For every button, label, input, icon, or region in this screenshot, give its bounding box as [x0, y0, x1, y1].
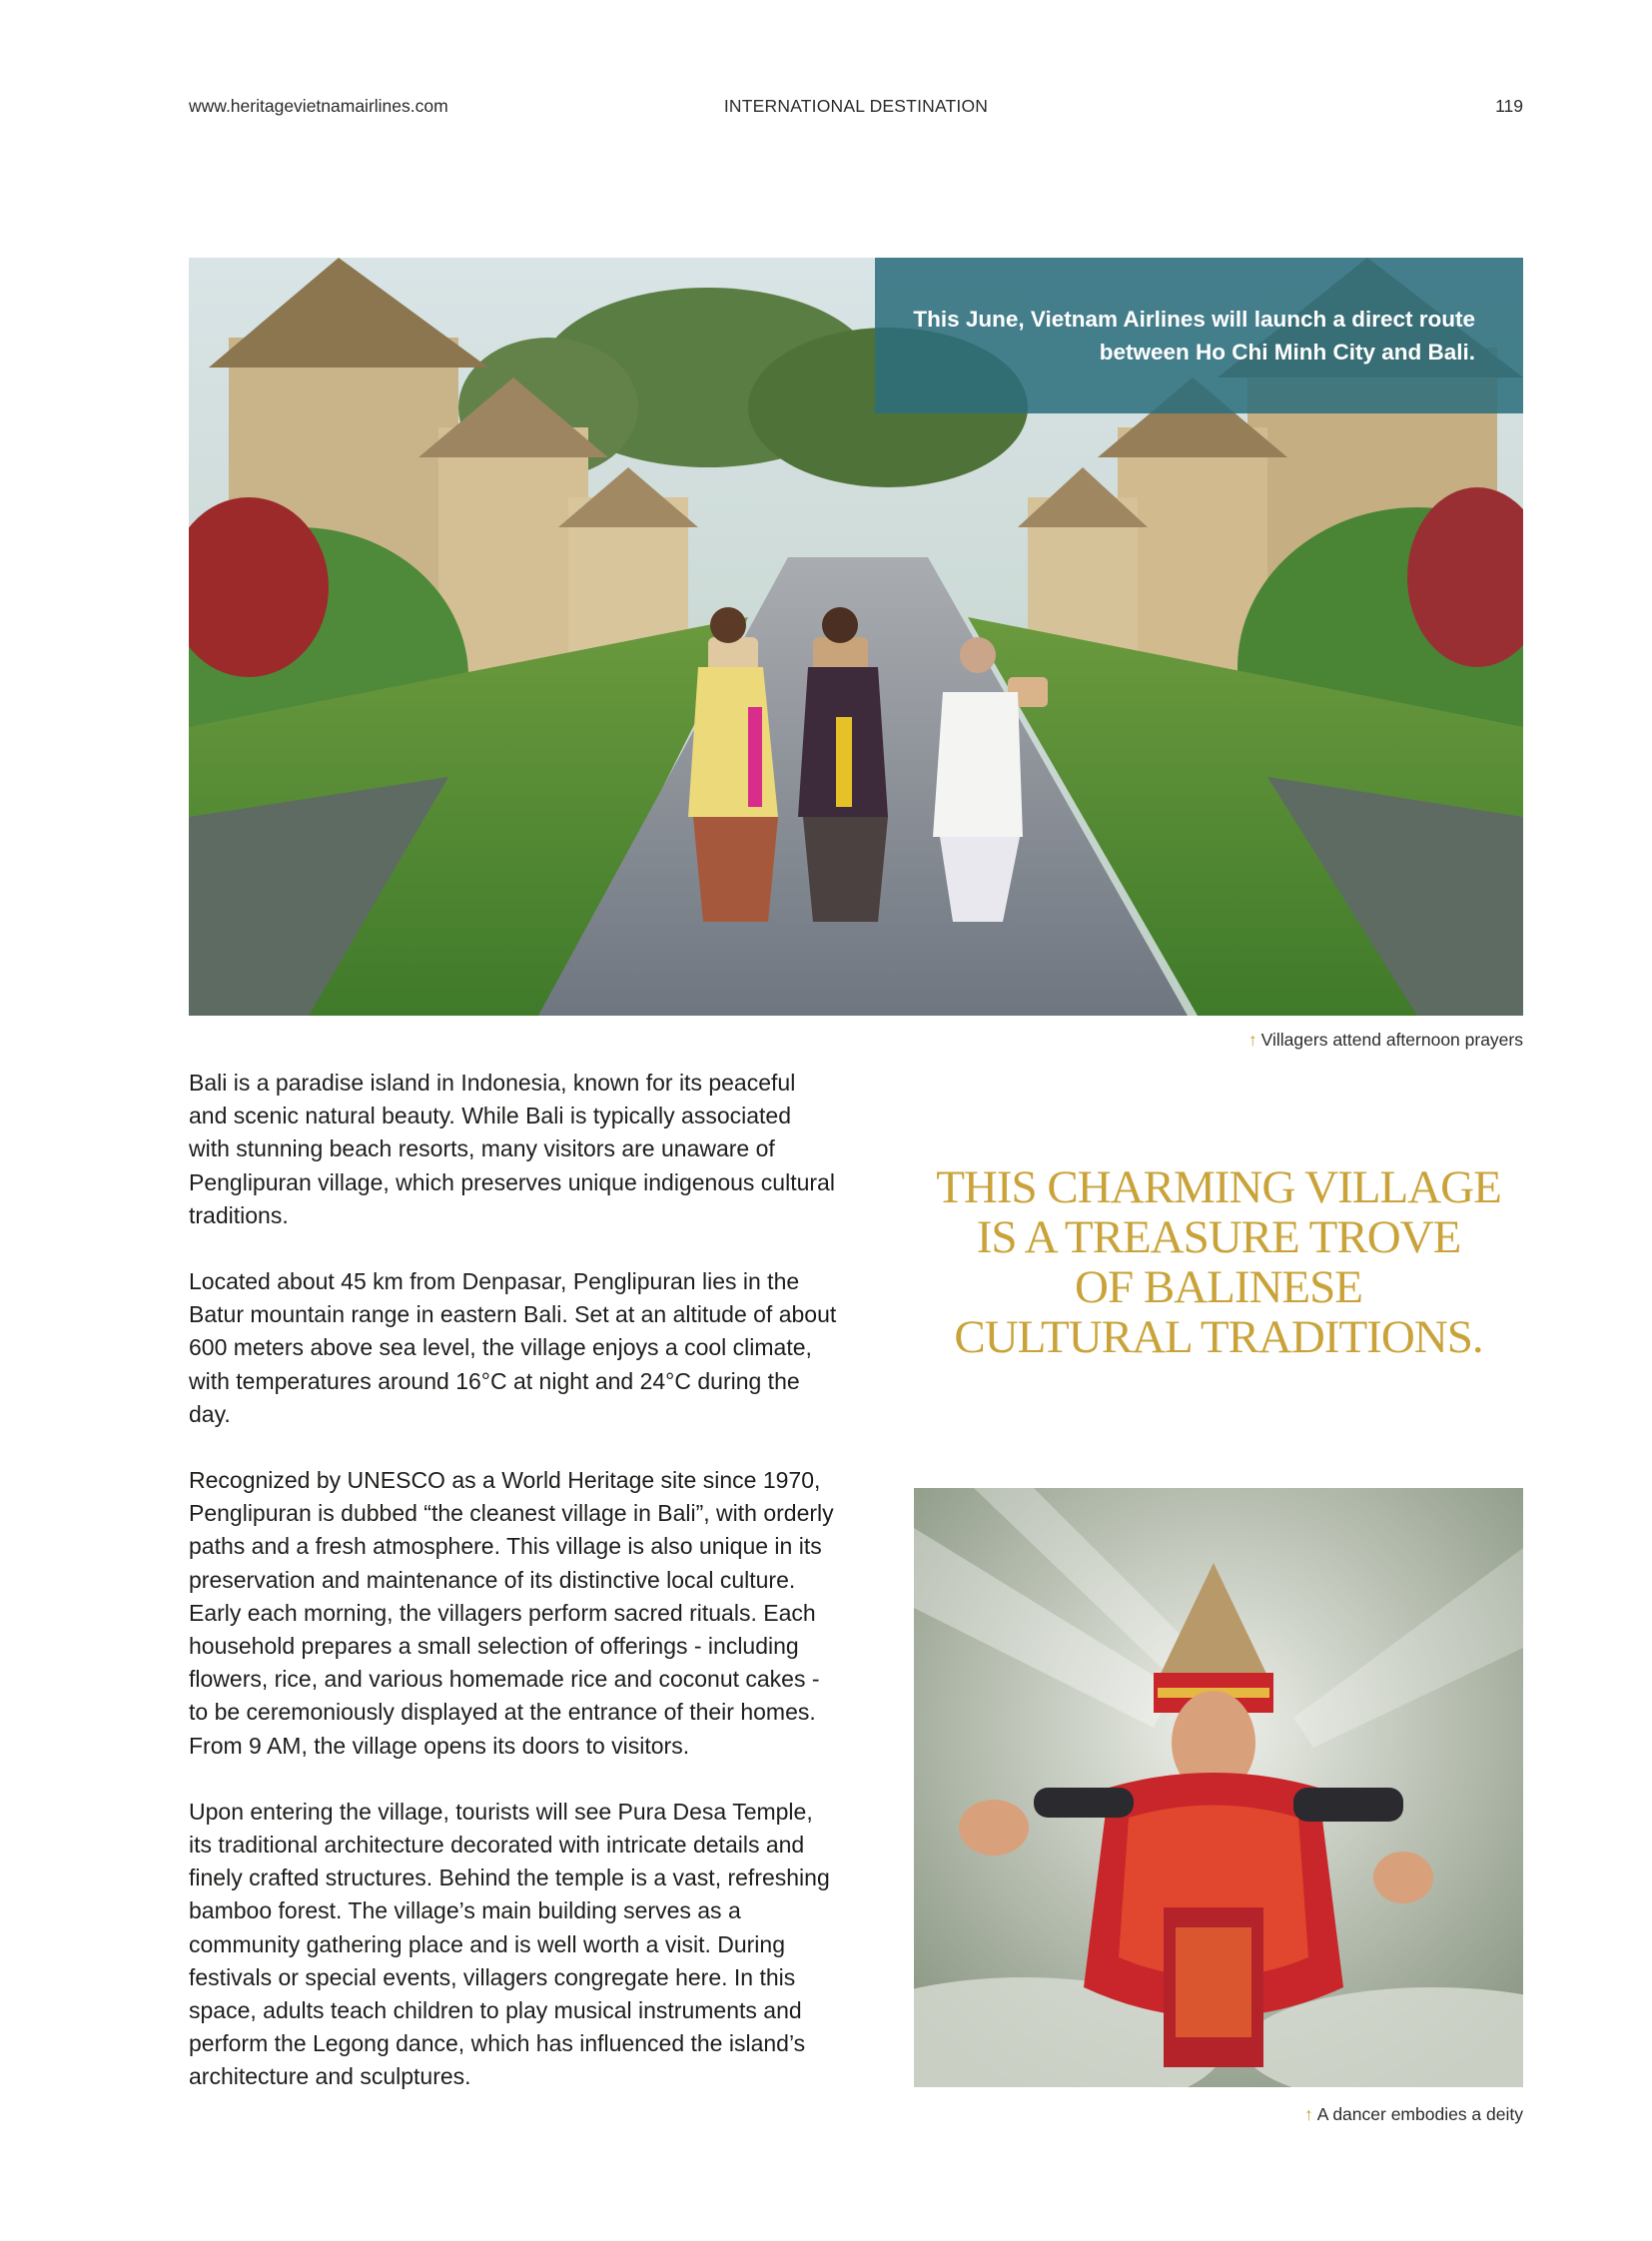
pull-quote-line: OF BALINESE — [1075, 1261, 1362, 1313]
page-number: 119 — [1495, 96, 1523, 116]
dancer-illustration — [914, 1488, 1523, 2087]
dancer-photo — [914, 1488, 1523, 2087]
article-paragraph: Located about 45 km from Denpasar, Penglipuran lies in the Batur mountain range in eastern Bali. Set at an altitude of about 600 meters above sea level, the village enjoys a cool climate, with temperatures around 16°C at night and 24°C during the day. — [189, 1268, 837, 1427]
launch-announcement-banner — [875, 258, 1523, 413]
pull-quote-line: THIS CHARMING VILLAGE — [936, 1161, 1501, 1213]
article-paragraph: Bali is a paradise island in Indonesia, known for its peaceful and scenic natural beauty. While Bali is typically associated with stunning beach resorts, many visitors are unaware of Penglipuran village, which preserves unique indigenous cultural traditions. — [189, 1070, 835, 1228]
hero-photo-caption — [1248, 1030, 1523, 1051]
section-title: INTERNATIONAL DESTINATION — [723, 96, 989, 116]
hero-photo-village-street — [189, 258, 1523, 1016]
dancer-caption-text: A dancer embodies a deity — [1316, 2104, 1523, 2124]
dancer-photo-caption — [1304, 2104, 1523, 2125]
pull-quote — [929, 1162, 1508, 1362]
article-body — [189, 1067, 838, 2127]
pull-quote-line: IS A TREASURE TROVE — [976, 1211, 1461, 1263]
article-paragraph: Upon entering the village, tourists will see Pura Desa Temple, its traditional architecture decorated with intricate details and finely crafted structures. Behind the temple is a vast, refreshing bamboo forest. The village’s main building serves as a community gathering place and is well worth a visit. During festivals or special events, villagers congregate here. In this space, adults teach children to play musical instruments and perform the Legong dance, which has influenced the island’s architecture and sculptures. — [189, 1798, 830, 2090]
arrow-up-icon: ↑ — [1247, 1030, 1257, 1050]
banner-line-2: between Ho Chi Minh City and Bali. — [1099, 340, 1475, 365]
website-url: www.heritagevietnamairlines.com — [189, 96, 448, 116]
arrow-up-icon: ↑ — [1304, 2104, 1313, 2124]
page-header — [189, 96, 1523, 120]
hero-caption-text: Villagers attend afternoon prayers — [1260, 1030, 1523, 1050]
banner-line-1: This June, Vietnam Airlines will launch a direct route — [913, 307, 1475, 332]
article-paragraph: Recognized by UNESCO as a World Heritage site since 1970, Penglipuran is dubbed “the cleanest village in Bali”, with orderly paths and a fresh atmosphere. This village is also unique in its preservation and maintenance of its distinctive local culture. Early each morning, the villagers perform sacred rituals. Each household prepares a small selection of offerings - including flowers, rice, and various homemade rice and coconut cakes - to be ceremoniously displayed at the entrance of their homes. From 9 AM, the village opens its doors to visitors. — [189, 1467, 834, 1759]
pull-quote-line: CULTURAL TRADITIONS. — [954, 1311, 1483, 1363]
